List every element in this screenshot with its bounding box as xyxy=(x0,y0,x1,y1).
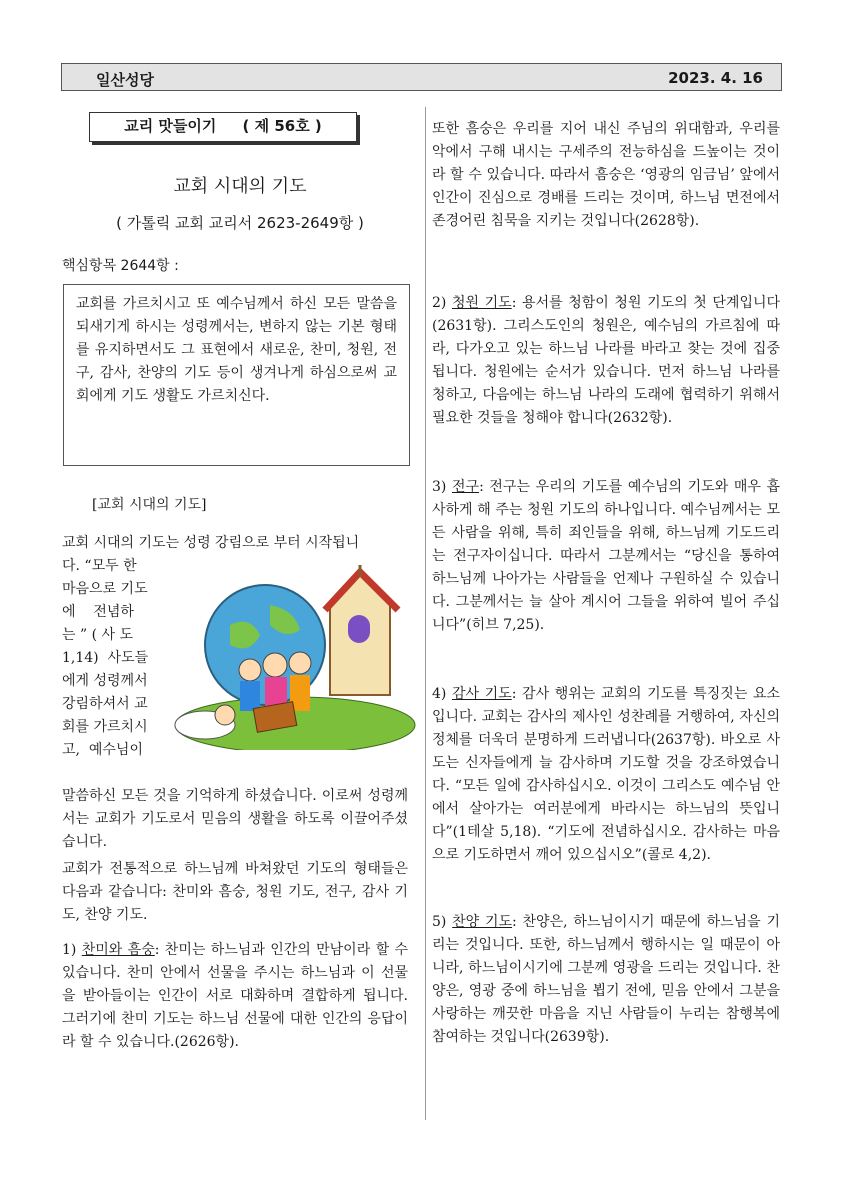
core-label: 핵심항목 2644항 : xyxy=(62,258,179,274)
item-body: : 전구는 우리의 기도를 예수님의 기도와 매우 흡사하게 해 주는 청원 기도의 하나입니다. 예수님께서는 모든 사람을 위해, 특히 죄인들을 위해, 하느님께 기도드리는 전구자이십니다. 따라서 그분께서는 “당신을 통하여 하느님께 나아가는 사람들을 언제나 구원하실 수 있습니다. 그분께서는 늘 살아 계시어 그들을 위하여 빌어 주십니다”(히브 7,25). xyxy=(432,479,781,633)
intro-line: 고, 예수님이 xyxy=(62,742,143,758)
item-number: 1) xyxy=(62,942,77,958)
core-text: 교회를 가르치시고 또 예수님께서 하신 모든 말씀을 되새기게 하시는 성령께서는, 변하지 않는 기본 형태를 유지하면서도 그 표현에서 새로운, 찬미, 청원, 전구, 감사, 찬양의 기도 등이 생겨나게 하심으로써 교회에게 기도 생활도 가르치신다. xyxy=(76,296,397,404)
intro-line: 다. “모두 한 xyxy=(62,558,137,574)
series-label: 교리 맛들이기 xyxy=(124,117,217,135)
thanksgiving-paragraph xyxy=(432,683,780,867)
item-term: 감사 기도 xyxy=(452,686,512,702)
forms-text: 교회가 전통적으로 하느님께 바쳐왔던 기도의 형태들은 다음과 같습니다: 찬미와 흠숭, 청원 기도, 전구, 감사 기도, 찬양 기도. xyxy=(62,861,408,923)
intro-line: 는 ” ( 사 도 xyxy=(62,627,133,643)
intro-line: 에 전념하 xyxy=(62,604,134,620)
item-term: 찬양 기도 xyxy=(452,914,513,930)
intercession-paragraph xyxy=(432,476,780,637)
intro-line: 회를 가르치시 xyxy=(62,719,148,735)
item-body: : 용서를 청함이 청원 기도의 첫 단계입니다(2631항). 그리스도인의 청원은, 예수님의 가르침에 따라, 다가오고 있는 하느님 나라를 바라고 찾는 것에 집중됩니다. 청원에는 순서가 있습니다. 먼저 하느님 나라를 청하고, 다음에는 하느님 나라의 도래에 협력하기 위해서 필요한 것들을 청해야 합니다(2632항). xyxy=(432,295,781,426)
item-number: 3) xyxy=(432,479,447,495)
forms-paragraph xyxy=(62,858,408,927)
page-title: 교회 시대의 기도 xyxy=(173,176,307,197)
intro-paragraph-end xyxy=(62,785,408,854)
intro-line: 교회 시대의 기도는 성령 강림으로 부터 시작됩니 xyxy=(62,535,360,551)
item-term: 전구 xyxy=(452,479,480,495)
praise-prayer-paragraph xyxy=(432,911,780,1049)
page-header xyxy=(61,63,782,91)
item-number: 4) xyxy=(432,686,447,702)
intro-line: 마음으로 기도 xyxy=(62,581,148,597)
item-term: 찬미와 흠숭 xyxy=(81,942,155,958)
adoration-paragraph xyxy=(432,118,780,233)
intro-line: 강림하셔서 교 xyxy=(62,696,148,712)
series-badge xyxy=(89,112,357,142)
item-body: : 찬양은, 하느님이시기 때문에 하느님을 기리는 것입니다. 또한, 하느님께서 행하시는 일 때문이 아니라, 하느님이시기에 그분께 영광을 드리는 것입니다. 찬양은, 영광 중에 하느님을 뵙기 전에, 믿음 안에서 그분을 사랑하는 깨끗한 마음을 지닌 사람들이 누리는 참행복에 참여하는 것입니다(2639항). xyxy=(432,914,780,1045)
item-body: : 찬미는 하느님과 인간의 만남이라 할 수 있습니다. 찬미 안에서 선물을 주시는 하느님과 이 선물을 받아들이는 인간이 서로 대화하며 결합하게 됩니다. 그러기에 찬미 기도는 하느님 선물에 대한 인간의 응답이라 할 수 있습니다.(2626항). xyxy=(62,942,408,1050)
intro-line: 에게 성령께서 xyxy=(62,673,148,689)
intro-line: 1,14) 사도들 xyxy=(62,650,149,666)
parish-name: 일산성당 xyxy=(96,71,154,89)
intro-paragraph-tail: 말씀하신 모든 것을 기억하게 하셨습니다. 이로써 성령께서는 교회가 기도로서 믿음의 생활을 하도록 이끌어주셨습니다. xyxy=(62,788,408,850)
core-text-box xyxy=(63,284,410,466)
petition-paragraph xyxy=(432,292,780,430)
item-body: : 감사 행위는 교회의 기도를 특징짓는 요소입니다. 교회는 감사의 제사인 성찬례를 거행하여, 자신의 정체를 더욱더 분명하게 드러냅니다(2637항). 바오로 사도는 신자들에게 늘 감사하며 기도할 것을 강조하였습니다. “모든 일에 감사하십시오. 이것이 그리스도 예수님 안에서 살아가는 여러분에게 바라시는 하느님의 뜻입니다”(1테살 5,18). “기도에 전념하십시오. 감사하는 마음으로 기도하면서 깨어 있으십시오”(콜로 4,2). xyxy=(432,686,781,863)
item-term: 청원 기도 xyxy=(452,295,512,311)
praise-paragraph xyxy=(62,939,408,1054)
column-divider xyxy=(425,107,426,1120)
prayer-illustration xyxy=(170,565,420,750)
item-number: 5) xyxy=(432,914,447,930)
page-subtitle: ( 가톨릭 교회 교리서 2623-2649항 ) xyxy=(116,214,364,232)
issue-date: 2023. 4. 16 xyxy=(668,69,763,87)
section-heading: [교회 시대의 기도] xyxy=(92,497,207,513)
adoration-text: 또한 흠숭은 우리를 지어 내신 주님의 위대함과, 우리를 악에서 구해 내시는 구세주의 전능하심을 드높이는 것이라 할 수 있습니다. 따라서 흠숭은 ‘영광의 임금님’ 앞에서 인간이 진심으로 경배를 드리는 것이며, 하느님 면전에서 존경어린 침묵을 지키는 것입니다(2628항). xyxy=(432,121,780,229)
issue-number: ( 제 56호 ) xyxy=(242,117,322,135)
item-number: 2) xyxy=(432,295,447,311)
